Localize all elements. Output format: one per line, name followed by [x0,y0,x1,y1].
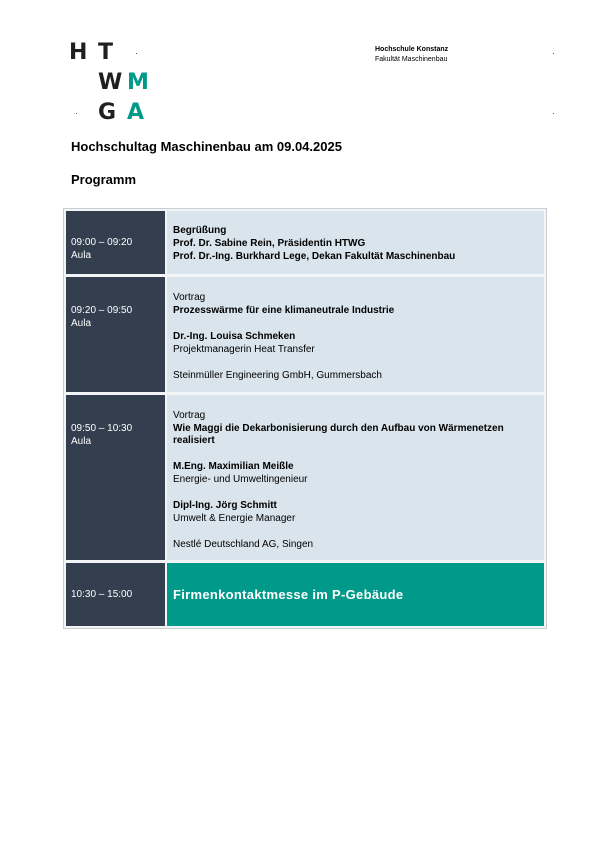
htwg-logo [68,42,148,124]
talk-title: Wie Maggi die Dekarbonisierung durch den Aufbau von Wärmenetzen [173,423,504,434]
speaker-name: Dipl-Ing. Jörg Schmitt [173,500,277,511]
row-heading: Begrüßung [173,225,227,236]
program-row [66,277,544,392]
logo-letter-w: W [98,70,123,95]
time-cell [66,211,165,274]
speaker-line: Prof. Dr.-Ing. Burkhard Lege, Dekan Fakultät Maschinenbau [173,251,456,262]
time-range: 10:30 – 15:00 [71,589,133,600]
talk-type: Vortrag [173,410,206,421]
logo-letter-a: A [127,100,145,125]
logo-letter-m: M [127,70,149,95]
speaker-name: Dr.-Ing. Louisa Schmeken [173,331,296,342]
faculty-name: Fakultät Maschinenbau [375,56,448,63]
time-cell [66,277,165,392]
time-range: 09:20 – 09:50 [71,305,133,316]
company: Nestlé Deutschland AG, Singen [173,539,314,550]
content-cell [167,211,544,274]
room: Aula [71,250,92,261]
speaker-role: Energie- und Umweltingenieur [173,474,308,485]
speaker-role: Projektmanagerin Heat Transfer [173,344,315,355]
speaker-role: Umwelt & Energie Manager [173,513,296,524]
fair-highlight: Firmenkontaktmesse im P-Gebäude [173,587,404,602]
time-range: 09:00 – 09:20 [71,237,133,248]
speaker-line: Prof. Dr. Sabine Rein, Präsidentin HTWG [173,238,366,249]
time-cell [66,395,165,560]
time-range: 09:50 – 10:30 [71,423,133,434]
corner-dot [553,53,554,54]
room: Aula [71,436,92,447]
room: Aula [71,318,92,329]
company: Steinmüller Engineering GmbH, Gummersbach [173,370,382,381]
page-title: Hochschultag Maschinenbau am 09.04.2025 [71,139,342,154]
institution-name: Hochschule Konstanz [375,46,449,53]
corner-dot [136,53,137,54]
talk-title-continued: realisiert [173,435,215,446]
logo-letter-h: H [69,40,88,65]
talk-type: Vortrag [173,292,206,303]
corner-dot [76,113,77,114]
speaker-name: M.Eng. Maximilian Meißle [173,461,294,472]
logo-letter-t: T [98,40,114,65]
program-row [66,395,544,560]
corner-dot [553,113,554,114]
program-row [66,563,544,626]
content-cell-highlight [167,563,544,626]
time-cell [66,563,165,626]
program-row [66,211,544,274]
institution-header [375,45,448,65]
content-cell [167,277,544,392]
content-cell [167,395,544,560]
logo-letter-g: G [98,100,117,125]
page-subtitle: Programm [71,172,137,187]
program-table [63,208,547,629]
talk-title: Prozesswärme für eine klimaneutrale Industrie [173,305,395,316]
